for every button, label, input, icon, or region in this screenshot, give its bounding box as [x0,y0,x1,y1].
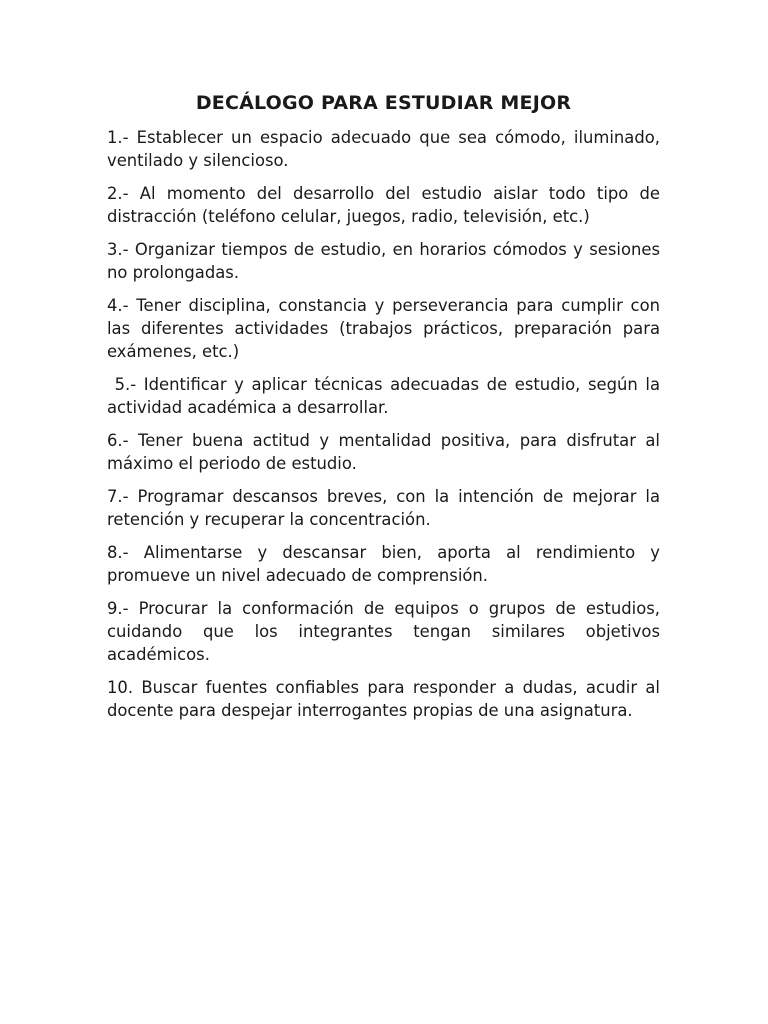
list-item: 5.- Identificar y aplicar técnicas adecuadas de estudio, según la actividad académica a desarrollar. [107,375,666,417]
list-item: 2.- Al momento del desarrollo del estudio aislar todo tipo de distracción (teléfono celular, juegos, radio, televisión, etc.) [107,184,666,226]
list-item: 10. Buscar fuentes confiables para responder a dudas, acudir al docente para despejar interrogantes propias de una asignatura. [107,678,666,720]
list-item: 9.- Procurar la conformación de equipos o grupos de estudios, cuidando que los integrantes tengan similares objetivos académicos. [107,599,666,664]
list-item: 8.- Alimentarse y descansar bien, aporta al rendimiento y promueve un nivel adecuado de comprensión. [107,543,666,585]
list-item: 3.- Organizar tiempos de estudio, en horarios cómodos y sesiones no prolongadas. [107,240,666,282]
document-title: DECÁLOGO PARA ESTUDIAR MEJOR [195,92,572,114]
list-item: 6.- Tener buena actitud y mentalidad positiva, para disfrutar al máximo el periodo de estudio. [107,431,666,473]
document-page [107,90,666,732]
decalogue-list [107,126,666,722]
list-item: 4.- Tener disciplina, constancia y perseverancia para cumplir con las diferentes actividades (trabajos prácticos, preparación para exámenes, etc.) [107,296,666,361]
list-item: 7.- Programar descansos breves, con la intención de mejorar la retención y recuperar la concentración. [107,487,666,529]
list-item: 1.- Establecer un espacio adecuado que sea cómodo, iluminado, ventilado y silencioso. [107,128,666,170]
